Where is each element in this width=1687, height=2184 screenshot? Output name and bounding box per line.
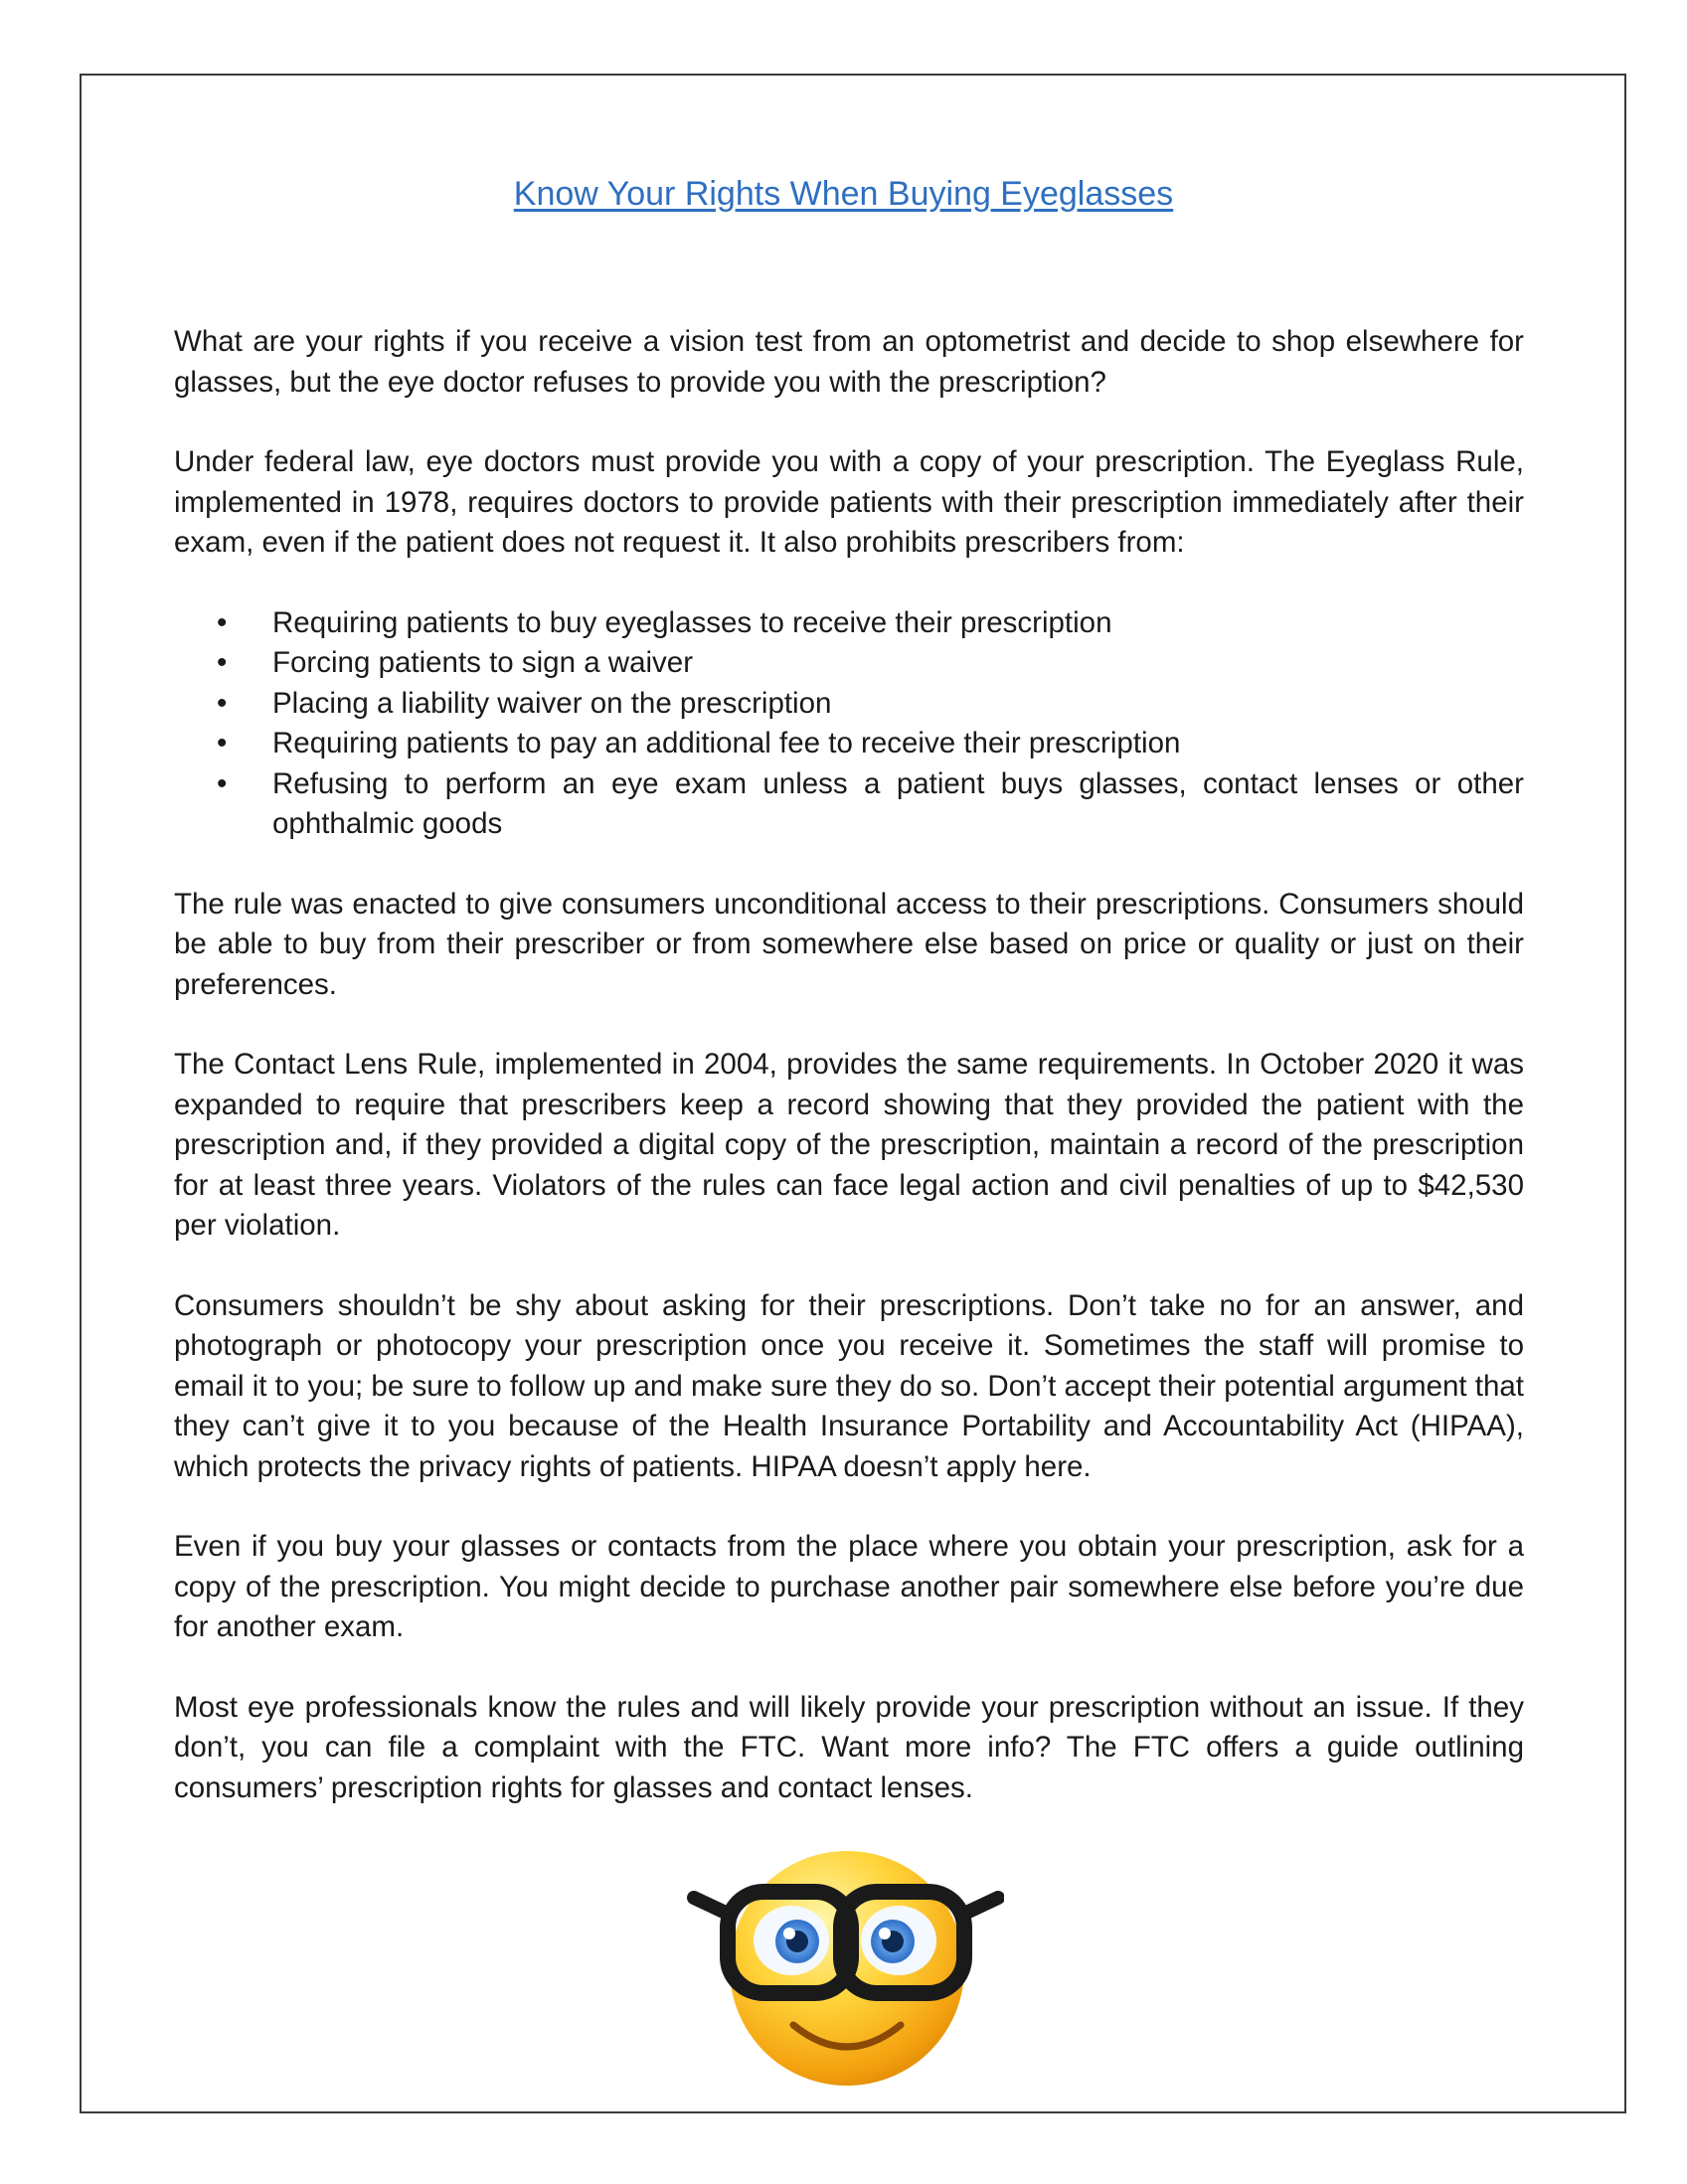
bullet-icon: • bbox=[217, 686, 228, 720]
list-item: • Forcing patients to sign a waiver bbox=[272, 643, 1524, 684]
bullet-icon: • bbox=[217, 766, 228, 800]
prohibitions-list bbox=[174, 603, 1524, 845]
nerd-face-with-glasses-icon bbox=[686, 1834, 1004, 2093]
paragraph-rule-purpose: The rule was enacted to give consumers unconditional access to their prescriptions. Consumers should be able to buy from their prescriber or from somewhere else based on price or quality or just on their preferences. bbox=[174, 887, 1524, 1001]
bullet-icon: • bbox=[217, 605, 228, 639]
bullet-icon: • bbox=[217, 727, 228, 759]
paragraph-ask-for-copy: Even if you buy your glasses or contacts from the place where you obtain your prescription, ask for a copy of the prescription. You might decide to purchase another pair somewhere else before you’re due for another exam. bbox=[174, 1530, 1524, 1643]
paragraph-consumer-advice: Consumers shouldn’t be shy about asking for their prescriptions. Don’t take no for an answer, and photograph or photocopy your prescription once you receive it. Sometimes the staff will promise to email it to you; be sure to follow up and make sure they do so. Don’t accept their potential argument that they can’t give it to you because of the Health Insurance Portability and Accountability Act (HIPAA), which protects the privacy rights of patients. HIPAA doesn’t apply here. bbox=[174, 1288, 1524, 1483]
list-item: • Refusing to perform an eye exam unless a patient buys glasses, contact lenses or other ophthalmic goods bbox=[272, 764, 1524, 845]
list-item: • Requiring patients to pay an additional fee to receive their prescription bbox=[272, 724, 1524, 764]
paragraph-intro-question: What are your rights if you receive a vision test from an optometrist and decide to shop elsewhere for glasses, but the eye doctor refuses to provide you with the prescription? bbox=[174, 325, 1524, 399]
list-item: • Requiring patients to buy eyeglasses to receive their prescription bbox=[272, 603, 1524, 644]
list-item: • Placing a liability waiver on the prescription bbox=[272, 684, 1524, 725]
paragraph-file-complaint: Most eye professionals know the rules and will likely provide your prescription without an issue. If they don’t, you can file a complaint with the FTC. Want more info? The FTC offers a guide outlining consumers’ prescription rights for glasses and contact lenses. bbox=[174, 1690, 1524, 1804]
paragraph-federal-law: Under federal law, eye doctors must provide you with a copy of your prescription. The Eyeglass Rule, implemented in 1978, requires doctors to provide patients with their prescription immediately after their exam, even if the patient does not request it. It also prohibits prescribers from: bbox=[174, 445, 1524, 559]
paragraph-contact-lens-rule: The Contact Lens Rule, implemented in 2004, provides the same requirements. In October 2020 it was expanded to require that prescribers keep a record showing that they provided the patient with the prescription and, if they provided a digital copy of the prescription, maintain a record of the prescription for at least three years. Violators of the rules can face legal action and civil penalties of up to $42,530 per violation. bbox=[174, 1048, 1524, 1242]
page-title: Know Your Rights When Buying Eyeglasses bbox=[513, 175, 1174, 213]
bullet-icon: • bbox=[217, 646, 228, 679]
document-body bbox=[174, 322, 1524, 1848]
